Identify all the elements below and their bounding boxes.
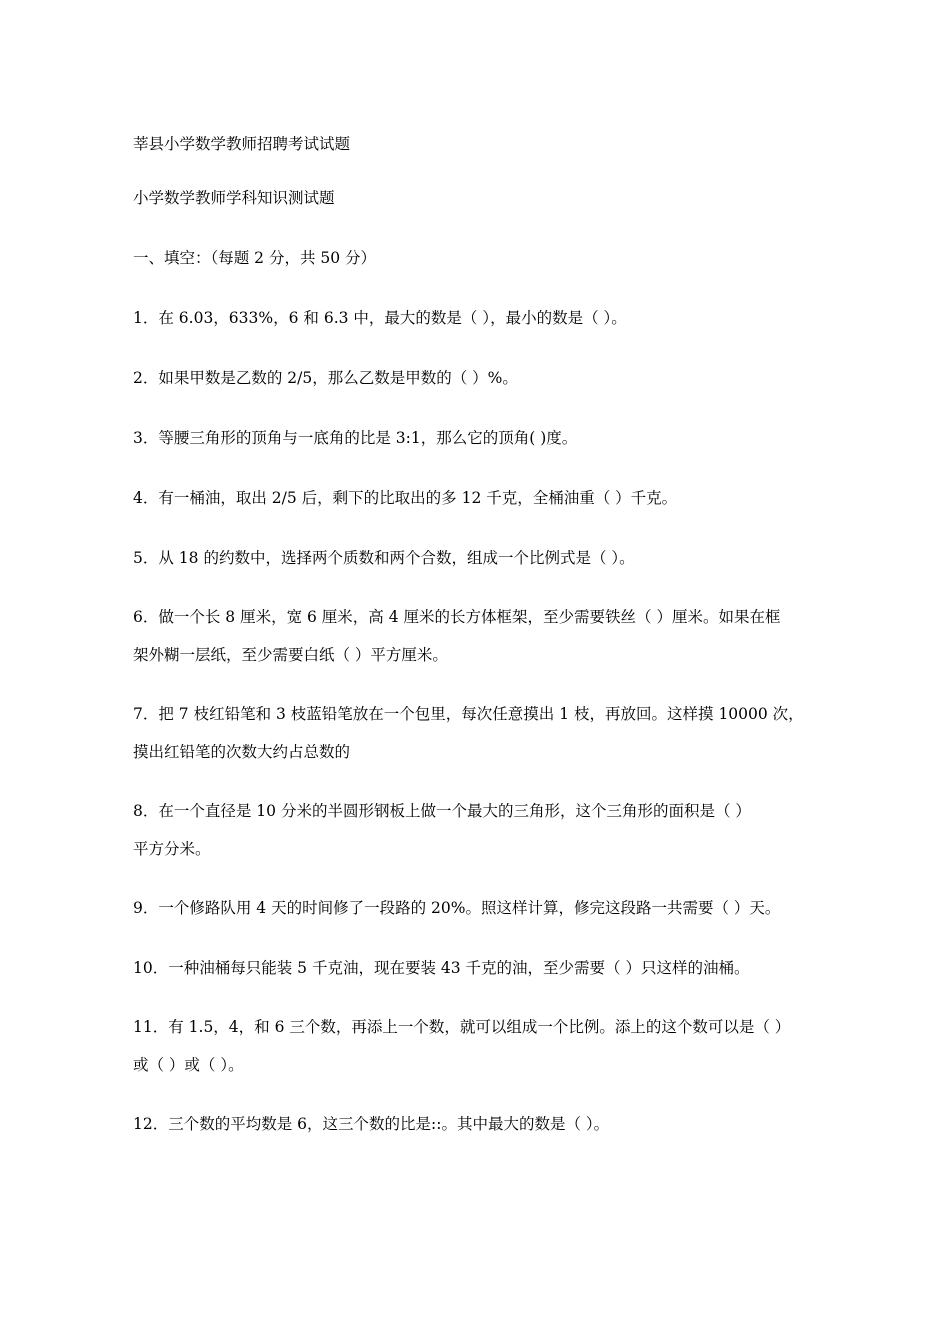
question-9: 9．一个修路队用 4 天的时间修了一段路的 20%。照这样计算，修完这段路一共需要（ ）天。 [133,899,781,917]
document-subtitle: 小学数学教师学科知识测试题 [133,189,335,207]
question-2: 2．如果甲数是乙数的 2/5，那么乙数是甲数的（ ）%。 [133,369,518,387]
section-heading: 一、填空：（每题 2 分，共 50 分） [133,249,377,267]
question-5: 5．从 18 的约数中，选择两个质数和两个合数，组成一个比例式是（ ）。 [133,549,635,567]
question-7-line-1: 7．把 7 枝红铅笔和 3 枝蓝铅笔放在一个包里，每次任意摸出 1 枝，再放回。这样摸 10000 次， [133,705,804,723]
question-6-line-1: 6．做一个长 8 厘米，宽 6 厘米，高 4 厘米的长方体框架，至少需要铁丝（ ）厘米。如果在框 [133,608,781,626]
question-3: 3．等腰三角形的顶角与一底角的比是 3:1，那么它的顶角( )度。 [133,429,578,447]
question-1: 1．在 6.03，633%，6 和 6.3 中，最大的数是（ ），最小的数是（ ）。 [133,309,627,327]
question-11-line-2: 或（ ）或（ ）。 [133,1056,244,1074]
document-title: 莘县小学数学教师招聘考试试题 [133,135,351,153]
question-12: 12．三个数的平均数是 6，这三个数的比是::。其中最大的数是（ ）。 [133,1115,610,1133]
question-7-line-2: 摸出红铅笔的次数大约占总数的 [133,743,351,761]
question-6-line-2: 架外糊一层纸，至少需要白纸（ ）平方厘米。 [133,646,448,664]
question-10: 10．一种油桶每只能装 5 千克油，现在要装 43 千克的油，至少需要（ ）只这样的油桶。 [133,959,750,977]
question-8-line-2: 平方分米。 [133,840,211,858]
question-11-line-1: 11．有 1.5，4，和 6 三个数，再添上一个数，就可以组成一个比例。添上的这个数可以是（ ） [133,1018,791,1036]
question-4: 4．有一桶油，取出 2/5 后，剩下的比取出的多 12 千克，全桶油重（ ）千克。 [133,489,678,507]
question-8-line-1: 8．在一个直径是 10 分米的半圆形钢板上做一个最大的三角形，这个三角形的面积是（ ） [133,802,751,820]
